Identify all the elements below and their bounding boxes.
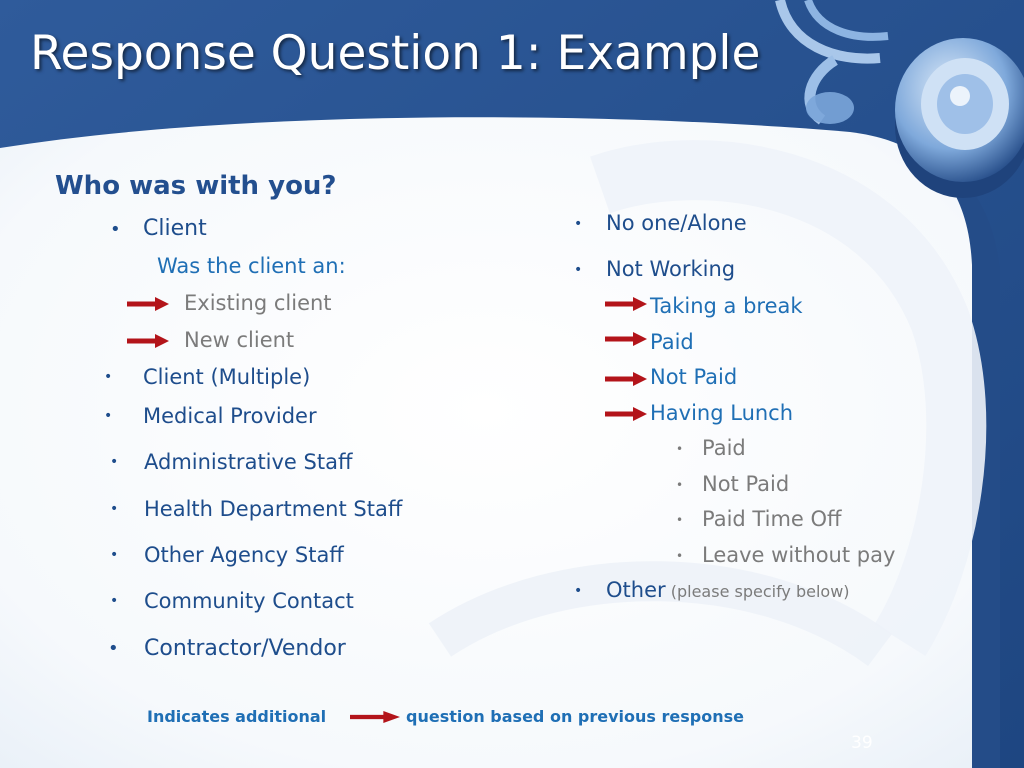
sub-option: Leave without pay	[702, 543, 896, 567]
followup-option: Taking a break	[650, 294, 803, 318]
sub-option: Paid	[702, 436, 746, 460]
other-label: Other	[606, 578, 666, 602]
option-item: Community Contact	[144, 589, 354, 613]
option-item: Medical Provider	[143, 404, 317, 428]
bullet: •	[104, 369, 113, 385]
sub-option: Not Paid	[702, 472, 790, 496]
option-item: Client (Multiple)	[143, 365, 311, 389]
bullet: •	[676, 442, 684, 456]
bullet: •	[110, 593, 119, 609]
followup-option: New client	[184, 328, 295, 352]
option-item: Contractor/Vendor	[144, 636, 346, 661]
option-client: Client	[143, 216, 207, 241]
followup-option: Having Lunch	[650, 401, 794, 425]
arrow-right-icon	[605, 297, 647, 311]
arrow-right-icon	[605, 372, 647, 386]
followup-option: Not Paid	[650, 365, 738, 389]
bullet: •	[676, 549, 684, 563]
bullet: •	[574, 583, 583, 599]
legend-text-left: Indicates additional	[147, 707, 327, 726]
bullet: •	[574, 262, 583, 278]
followup-option: Existing client	[184, 291, 332, 315]
option-no-one: No one/Alone	[606, 211, 747, 235]
arrow-right-icon	[605, 332, 647, 346]
option-other	[606, 578, 850, 602]
bullet: •	[108, 638, 119, 659]
sub-option: Paid Time Off	[702, 507, 842, 531]
arrow-right-icon	[350, 711, 400, 723]
option-item: Administrative Staff	[144, 450, 353, 474]
bullet: •	[104, 408, 113, 424]
arrow-right-icon	[605, 407, 647, 421]
bullet: •	[110, 547, 119, 563]
legend-text-right: question based on previous response	[406, 707, 744, 726]
followup-option: Paid	[650, 330, 694, 354]
bullet: •	[676, 513, 684, 527]
page-number: 39	[851, 733, 873, 753]
arrow-right-icon	[127, 334, 169, 348]
bullet: •	[110, 219, 121, 240]
followup-prompt: Was the client an:	[157, 254, 346, 278]
option-item: Health Department Staff	[144, 497, 403, 521]
bullet: •	[574, 216, 583, 232]
bullet: •	[676, 478, 684, 492]
bullet: •	[110, 454, 119, 470]
option-item: Other Agency Staff	[144, 543, 344, 567]
option-not-working: Not Working	[606, 257, 736, 281]
arrow-right-icon	[127, 297, 169, 311]
question-heading: Who was with you?	[55, 171, 337, 201]
slide-title: Response Question 1: Example	[30, 26, 761, 81]
other-note: (please specify below)	[670, 582, 850, 601]
bullet: •	[110, 501, 119, 517]
